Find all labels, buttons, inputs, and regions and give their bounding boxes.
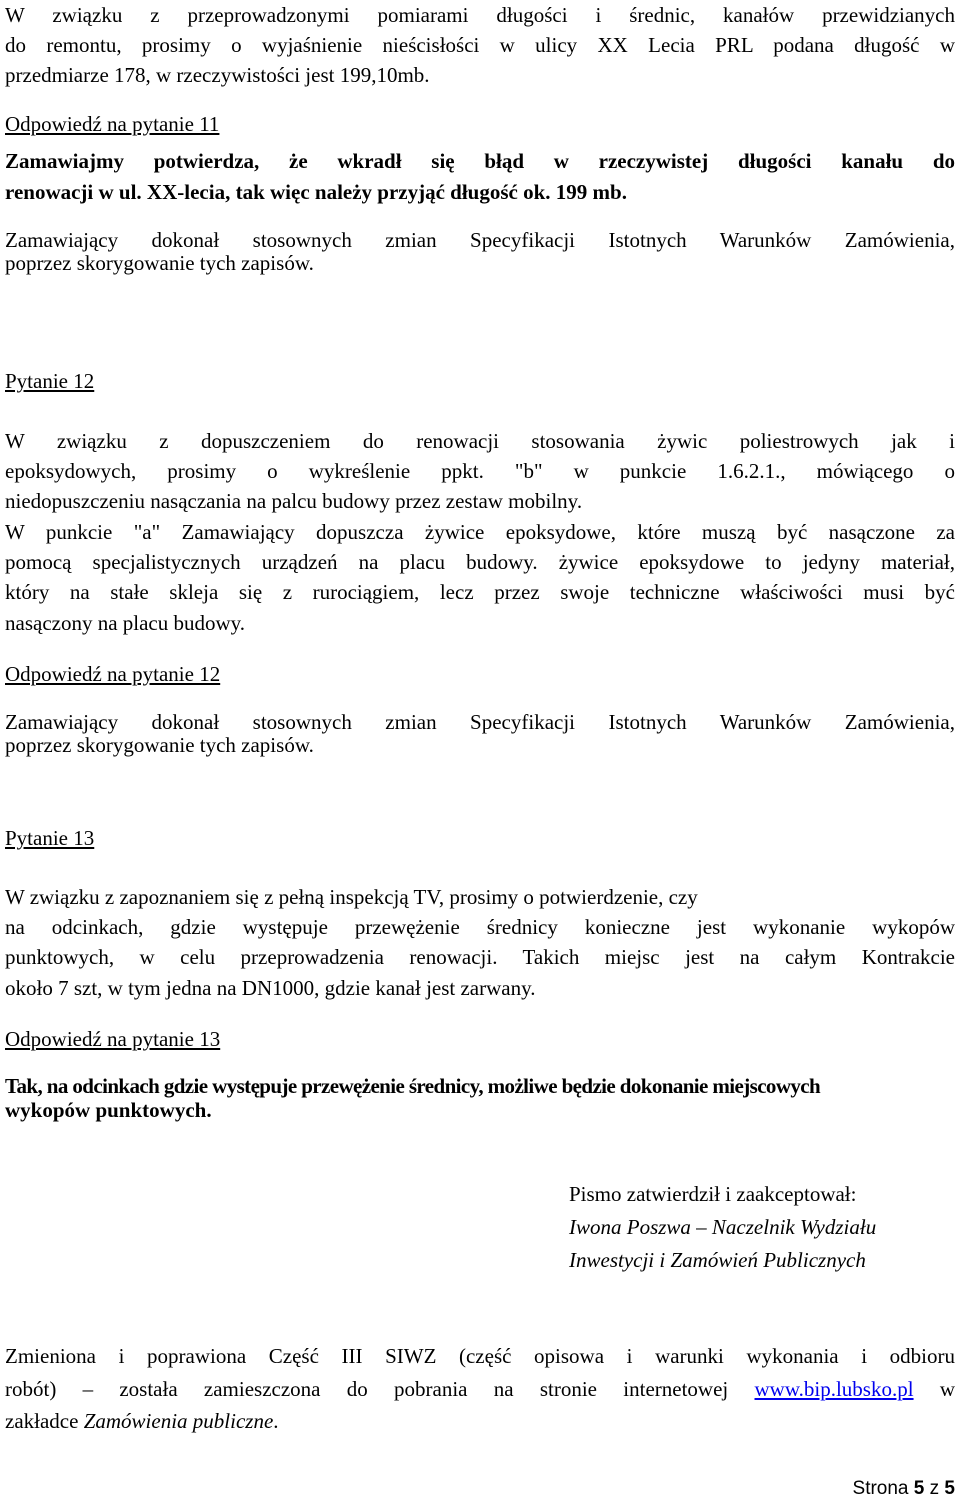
intro-line-1: W związku z przeprowadzonymi pomiarami długości i średnic, kanałów przewidzianych (5, 3, 955, 27)
question-12-heading: Pytanie 12 (5, 369, 95, 393)
footer-prefix: Strona (852, 1478, 909, 1499)
footer-page-number: 5 (913, 1478, 925, 1499)
closing-line-1: Zmieniona i poprawiona Część III SIWZ (część opisowa i warunki wykonania i odbioru (5, 1344, 955, 1368)
answer-11-line-1: Zamawiajmy potwierdza, że wkradł się błąd w rzeczywistej długości kanału do (5, 149, 955, 173)
bip-website-link[interactable]: www.bip.lubsko.pl (754, 1377, 914, 1401)
page-footer (853, 1478, 955, 1500)
question-13-heading: Pytanie 13 (5, 826, 95, 850)
question-12-line-6: który na stałe skleja się z rurociągiem, lecz przez swoje techniczne właściwości musi być (5, 580, 955, 604)
question-13-line-1: W związku z zapoznaniem się z pełną inspekcją TV, prosimy o potwierdzenie, czy (5, 885, 698, 909)
answer-11-change-line-2: poprzez skorygowanie tych zapisów. (5, 251, 314, 275)
signature-department-line: Inwestycji i Zamówień Publicznych (569, 1248, 866, 1272)
signature-approval-line: Pismo zatwierdził i zaakceptował: (569, 1182, 857, 1206)
answer-13-line-2: wykopów punktowych. (5, 1098, 212, 1122)
question-12-line-4: W punkcie "a" Zamawiający dopuszcza żywice epoksydowe, które muszą być nasączone za (5, 520, 955, 544)
answer-12-change-line-2: poprzez skorygowanie tych zapisów. (5, 733, 314, 757)
question-12-line-3: niedopuszczeniu nasączania na palcu budowy przez zestaw mobilny. (5, 489, 583, 513)
answer-12-heading: Odpowiedź na pytanie 12 (5, 662, 221, 686)
intro-line-2: do remontu, prosimy o wyjaśnienie nieścisłości w ulicy XX Lecia PRL podana długość w (5, 33, 955, 57)
question-12-line-5: pomocą specjalistycznych urządzeń na placu budowy. żywice epoksydowe to jedyny materiał, (5, 550, 955, 574)
footer-page-total: 5 (944, 1478, 955, 1499)
closing-line-3 (5, 1406, 955, 1436)
answer-11-heading: Odpowiedź na pytanie 11 (5, 112, 220, 136)
closing-section-name: Zamówienia publiczne (83, 1409, 274, 1433)
question-13-line-4: około 7 szt, w tym jedna na DN1000, gdzie kanał jest zarwany. (5, 976, 536, 1000)
closing-line-2-end: w (939, 1377, 955, 1401)
question-12-line-7: nasączony na placu budowy. (5, 611, 246, 635)
question-12-line-2: epoksydowych, prosimy o wykreślenie ppkt. "b" w punkcie 1.6.2.1., mówiącego o (5, 459, 955, 483)
closing-line-2 (5, 1374, 955, 1404)
closing-line-2-text: robót) – została zamieszczona do pobrania na stronie internetowej (5, 1377, 729, 1401)
footer-of: z (929, 1478, 940, 1499)
question-12-line-1: W związku z dopuszczeniem do renowacji stosowania żywic poliestrowych jak i (5, 429, 955, 453)
question-13-line-2: na odcinkach, gdzie występuje przewężenie średnicy konieczne jest wykonanie wykopów (5, 915, 955, 939)
signature-name-line: Iwona Poszwa – Naczelnik Wydziału (569, 1215, 877, 1239)
question-13-line-3: punktowych, w celu przeprowadzenia renowacji. Takich miejsc jest na całym Kontrakcie (5, 945, 955, 969)
answer-12-change-line-1: Zamawiający dokonał stosownych zmian Specyfikacji Istotnych Warunków Zamówienia, (5, 710, 955, 734)
answer-13-line-1: Tak, na odcinkach gdzie występuje przewężenie średnicy, możliwe będzie dokonanie miejscowych (5, 1074, 821, 1098)
intro-line-3: przedmiarze 178, w rzeczywistości jest 199,10mb. (5, 63, 430, 87)
answer-11-change-line-1: Zamawiający dokonał stosownych zmian Specyfikacji Istotnych Warunków Zamówienia, (5, 228, 955, 252)
answer-11-line-2: renowacji w ul. XX-lecia, tak więc należy przyjąć długość ok. 199 mb. (5, 180, 627, 204)
answer-13-heading: Odpowiedź na pytanie 13 (5, 1027, 221, 1051)
closing-period: . (273, 1409, 279, 1433)
closing-line-3-text: zakładce (5, 1409, 79, 1433)
